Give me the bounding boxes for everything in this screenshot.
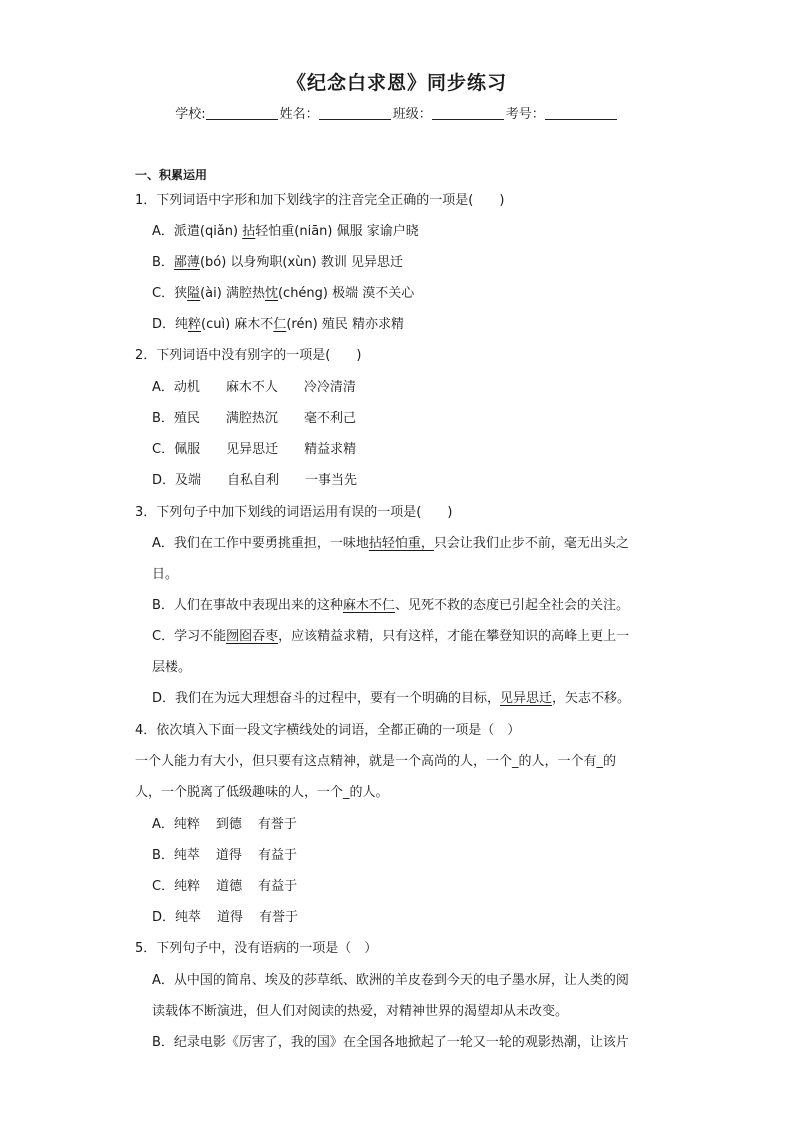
question-4-stem: 4．依次填入下面一段文字横线处的词语，全都正确的一项是（ ） xyxy=(135,723,521,738)
question-2-option-a xyxy=(152,379,356,397)
option-word: 冷冷清清 xyxy=(303,380,356,395)
section-heading: 一、积累运用 xyxy=(135,168,208,182)
question-5-option-b: B．纪录电影《厉害了，我的国》在全国各地掀起了一轮又一轮的观影热潮，让该片 xyxy=(152,1035,629,1050)
option-word: D．及端 xyxy=(152,473,202,488)
option-text: C．学习不能 xyxy=(152,629,227,644)
question-3-option-a xyxy=(152,535,629,553)
class-label: 班级： xyxy=(392,107,432,122)
underlined-text: 鄙薄 xyxy=(173,255,200,270)
option-text: (rén) 殖民 精亦求精 xyxy=(286,317,405,332)
option-word: 到德 xyxy=(215,817,242,832)
option-text: (chéng) 极端 漠不关心 xyxy=(277,286,415,301)
option-text: (ài) 满腔热 xyxy=(200,286,265,301)
underlined-text: 忱 xyxy=(264,286,278,301)
question-3-option-c xyxy=(152,628,629,646)
question-4-option-b xyxy=(152,847,297,865)
option-text: 只会让我们止步不前，毫无出头之 xyxy=(433,536,629,551)
underlined-text: 麻木不仁 xyxy=(342,598,395,613)
option-word: A．纯粹 xyxy=(152,817,200,832)
underlined-text: 囫囵吞枣 xyxy=(226,629,279,644)
question-2-option-c xyxy=(152,441,356,459)
option-text: D．我们在为远大理想奋斗的过程中，要有一个明确的目标， xyxy=(152,691,501,706)
student-info-line xyxy=(0,103,794,122)
option-word: B．殖民 xyxy=(152,411,200,426)
question-4-passage-line-2: 人，一个脱离了低级趣味的人，一个_的人。 xyxy=(135,785,389,800)
underlined-text: 拈轻怕重， xyxy=(368,536,434,551)
question-2-stem: 2．下列词语中没有别字的一项是( ) xyxy=(135,348,362,363)
question-1-option-d xyxy=(152,316,404,334)
option-word: 道得 xyxy=(215,848,242,863)
question-5-stem: 5．下列句子中，没有语病的一项是（ ） xyxy=(135,941,378,956)
question-3-option-d xyxy=(152,690,630,708)
option-word: 道得 xyxy=(217,910,244,925)
option-word: 道德 xyxy=(216,879,243,894)
option-word: 有誉于 xyxy=(259,910,299,925)
option-text: D．纯 xyxy=(152,317,189,332)
option-text: (bó) 以身殉职(xùn) 教训 见异思迁 xyxy=(199,255,403,270)
page-title: 《纪念白求恩》同步练习 xyxy=(286,72,507,94)
question-1-option-a xyxy=(152,223,419,241)
option-text: 轻怕重(niān) 佩服 家谕户晓 xyxy=(255,224,419,239)
option-word: 见异思迁 xyxy=(226,442,279,457)
underlined-text: 拈 xyxy=(242,224,256,239)
option-text: A．我们在工作中要勇挑重担，一味地 xyxy=(152,536,369,551)
question-1-option-b xyxy=(152,254,403,272)
underlined-text: 隘 xyxy=(187,286,201,301)
option-text: C．狭 xyxy=(152,286,188,301)
option-word: 满腔热沉 xyxy=(225,411,278,426)
option-word: A．动机 xyxy=(152,380,200,395)
exam-number-blank[interactable] xyxy=(545,107,617,120)
option-text: A．派遣(qiǎn) xyxy=(152,224,243,239)
question-1-stem: 1．下列词语中字形和加下划线字的注音完全正确的一项是( ) xyxy=(135,193,505,208)
option-text: (cuì) 麻木不 xyxy=(201,317,274,332)
question-3-stem: 3．下列句子中加下划线的词语运用有误的一项是( ) xyxy=(135,505,453,520)
option-word: C．纯粹 xyxy=(152,879,201,894)
question-3-option-a-cont: 日。 xyxy=(152,567,179,582)
question-3-option-c-cont: 层楼。 xyxy=(152,660,192,675)
question-1-option-c xyxy=(152,285,414,303)
option-word: D．纯萃 xyxy=(152,910,202,925)
option-word: B．纯萃 xyxy=(152,848,200,863)
option-word: 麻木不人 xyxy=(225,380,278,395)
question-4-option-d xyxy=(152,909,298,927)
option-text: B．人们在事故中表现出来的这种 xyxy=(152,598,343,613)
option-word: 有益于 xyxy=(258,879,298,894)
school-blank[interactable] xyxy=(206,107,278,120)
underlined-text: 见异思迁 xyxy=(500,691,553,706)
option-text: ，应该精益求精，只有这样，才能在攀登知识的高峰上更上一 xyxy=(278,629,630,644)
option-word: 有誉于 xyxy=(257,817,297,832)
option-word: 有益于 xyxy=(257,848,297,863)
option-word: 精益求精 xyxy=(304,442,357,457)
option-word: C．佩服 xyxy=(152,442,201,457)
question-5-option-a: A．从中国的简帛、埃及的莎草纸、欧洲的羊皮卷到今天的电子墨水屏，让人类的阅 xyxy=(152,973,629,988)
exam-number-label: 考号： xyxy=(505,107,545,122)
option-word: 一事当先 xyxy=(305,473,358,488)
name-label: 姓名： xyxy=(279,107,319,122)
option-word: 自私自利 xyxy=(227,473,280,488)
question-3-option-b xyxy=(152,597,629,615)
question-5-option-a-cont: 读载体不断演进，但人们对阅读的热爱，对精神世界的渴望却从未改变。 xyxy=(152,1004,569,1019)
name-blank[interactable] xyxy=(319,107,391,120)
question-4-option-a xyxy=(152,816,297,834)
class-blank[interactable] xyxy=(432,107,504,120)
underlined-text: 仁 xyxy=(273,317,287,332)
option-text: B． xyxy=(152,255,174,270)
question-2-option-d xyxy=(152,472,357,490)
question-4-passage-line-1: 一个人能力有大小，但只要有这点精神，就是一个高尚的人，一个_的人，一个有_的 xyxy=(135,754,617,769)
school-label: 学校: xyxy=(175,107,206,122)
underlined-text: 粹 xyxy=(188,317,202,332)
option-word: 毫不利己 xyxy=(303,411,356,426)
option-text: 、见死不救的态度已引起全社会的关注。 xyxy=(394,598,629,613)
question-2-option-b xyxy=(152,410,356,428)
option-text: ，矢志不移。 xyxy=(552,691,631,706)
question-4-option-c xyxy=(152,878,297,896)
